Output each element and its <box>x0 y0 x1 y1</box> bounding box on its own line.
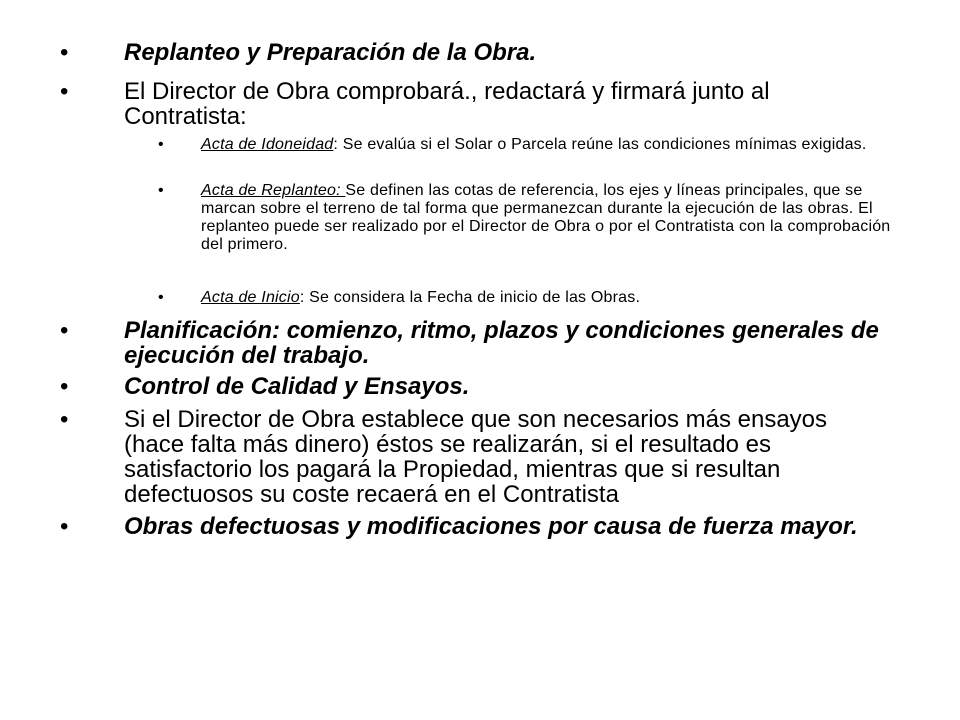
bullet-text: Control de Calidad y Ensayos. <box>124 373 470 400</box>
bullet-glyph: • <box>60 78 69 105</box>
bullet-text: Replanteo y Preparación de la Obra. <box>124 39 537 66</box>
bullet-item-director <box>60 79 880 129</box>
bullet-item-planificacion <box>60 318 880 368</box>
term-separator: : <box>336 182 346 199</box>
sub-item-acta-inicio <box>158 289 893 307</box>
sub-item-text <box>201 289 893 307</box>
sub-item-acta-idoneidad <box>158 136 893 154</box>
sub-item-text <box>201 136 893 154</box>
bullet-text: Planificación: comienzo, ritmo, plazos y condiciones generales de ejecución del trabajo. <box>124 317 879 369</box>
bullet-text: El Director de Obra comprobará., redactará y firmará junto al Contratista: <box>124 78 770 130</box>
bullet-item-obras-defectuosas <box>60 514 880 539</box>
term-description: Se evalúa si el Solar o Parcela reúne las condiciones mínimas exigidas. <box>338 136 867 153</box>
term-description: Se definen las cotas de referencia, los ejes y líneas principales, que se marcan sobre el terreno de tal forma que permanezcan durante la ejecución de las obras. El replanteo puede ser realizado por el Director de Obra o por el Contratista con la comprobación del primero. <box>201 182 891 253</box>
bullet-glyph: • <box>60 317 69 344</box>
term-label: Acta de Idoneidad <box>201 136 334 153</box>
term-description: Se considera la Fecha de inicio de las Obras. <box>304 289 641 306</box>
term-separator: : <box>299 289 305 306</box>
bullet-glyph: • <box>60 406 69 433</box>
sub-item-text <box>201 182 893 254</box>
term-label: Acta de Inicio <box>201 289 300 306</box>
bullet-glyph: • <box>158 136 164 153</box>
bullet-item-control-calidad <box>60 374 880 399</box>
term-label: Acta de Replanteo <box>201 182 337 199</box>
bullet-glyph: • <box>158 289 164 306</box>
bullet-glyph: • <box>60 513 69 540</box>
bullet-glyph: • <box>60 39 69 66</box>
bullet-text: Si el Director de Obra establece que son necesarios más ensayos (hace falta más dinero) éstos se realizarán, si el resultado es satisfactorio los pagará la Propiedad, mientras que si resultan defectuosos su coste recaerá en el Contratista <box>124 406 828 508</box>
sub-item-acta-replanteo <box>158 182 893 254</box>
bullet-item-replanteo <box>60 40 880 65</box>
bullet-glyph: • <box>158 182 164 199</box>
term-separator: : <box>333 136 339 153</box>
bullet-text: Obras defectuosas y modificaciones por causa de fuerza mayor. <box>124 513 858 540</box>
bullet-glyph: • <box>60 373 69 400</box>
bullet-item-ensayos <box>60 407 880 507</box>
